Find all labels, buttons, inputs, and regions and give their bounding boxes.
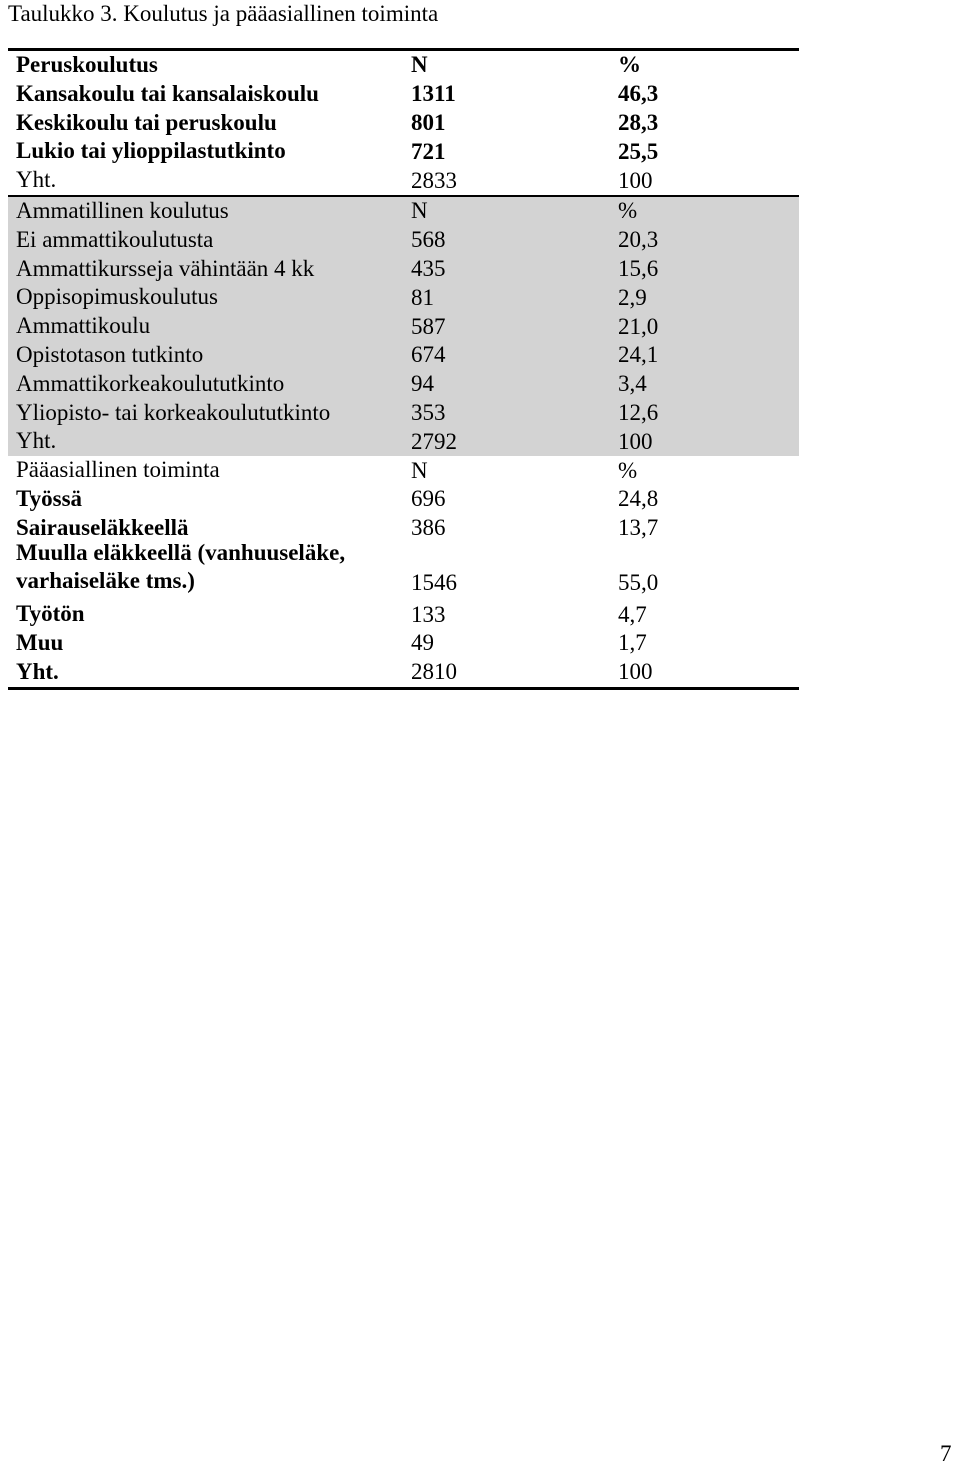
header-pct: % bbox=[618, 457, 638, 483]
section-peruskoulutus bbox=[8, 51, 799, 195]
total-n: 2810 bbox=[411, 659, 457, 685]
row-pct: 25,5 bbox=[618, 138, 659, 164]
row-n: 435 bbox=[411, 255, 446, 281]
table-row bbox=[8, 485, 799, 514]
row-n: 353 bbox=[411, 399, 446, 425]
total-label: Yht. bbox=[16, 658, 59, 684]
header-pct: % bbox=[618, 52, 641, 78]
table-row bbox=[8, 312, 799, 341]
row-label: Yliopisto- tai korkeakoulututkinto bbox=[16, 399, 331, 425]
total-row bbox=[8, 427, 799, 456]
row-n: 133 bbox=[411, 601, 446, 627]
row-pct: 1,7 bbox=[618, 630, 647, 656]
table-row bbox=[8, 399, 799, 428]
row-label: Työssä bbox=[16, 485, 83, 511]
row-pct: 4,7 bbox=[618, 601, 647, 627]
table-row bbox=[8, 137, 799, 166]
row-label: Lukio tai ylioppilastutkinto bbox=[16, 138, 286, 164]
row-label: Ammattikursseja vähintään 4 kk bbox=[16, 255, 315, 281]
row-n: 81 bbox=[411, 284, 434, 310]
row-n: 386 bbox=[411, 515, 446, 541]
row-label: Muu bbox=[16, 629, 64, 655]
row-pct: 15,6 bbox=[618, 255, 659, 281]
total-pct: 100 bbox=[618, 428, 653, 454]
row-n: 1311 bbox=[411, 81, 456, 107]
row-label: Keskikoulu tai peruskoulu bbox=[16, 109, 277, 135]
row-label: Ei ammattikoulutusta bbox=[16, 226, 214, 252]
table-row bbox=[8, 283, 799, 312]
header-n: N bbox=[411, 52, 428, 78]
page-number: 7 bbox=[940, 1441, 952, 1466]
row-n: 49 bbox=[411, 630, 434, 656]
row-pct: 46,3 bbox=[618, 81, 659, 107]
table-row bbox=[8, 629, 799, 658]
section-header-row bbox=[8, 51, 799, 80]
row-n: 801 bbox=[411, 109, 446, 135]
row-label: Opistotason tutkinto bbox=[16, 341, 204, 367]
table-row bbox=[8, 255, 799, 284]
row-pct: 2,9 bbox=[618, 284, 647, 310]
row-pct: 55,0 bbox=[618, 570, 659, 596]
row-n: 568 bbox=[411, 227, 446, 253]
header-n: N bbox=[411, 198, 428, 224]
section-header-row bbox=[8, 456, 799, 485]
section-toiminta bbox=[8, 456, 799, 689]
table-row bbox=[8, 226, 799, 255]
table-row bbox=[8, 341, 799, 370]
total-n: 2792 bbox=[411, 428, 457, 454]
header-pct: % bbox=[618, 198, 638, 224]
header-label: Peruskoulutus bbox=[16, 52, 158, 77]
row-label bbox=[8, 539, 403, 597]
row-label: Työtön bbox=[16, 601, 85, 627]
section-header-row bbox=[8, 197, 799, 226]
total-row bbox=[8, 658, 799, 687]
row-n: 1546 bbox=[411, 570, 457, 596]
row-pct: 24,8 bbox=[618, 486, 659, 512]
row-pct: 3,4 bbox=[618, 371, 647, 397]
row-n: 587 bbox=[411, 313, 446, 339]
row-pct: 20,3 bbox=[618, 227, 659, 253]
row-n: 94 bbox=[411, 371, 434, 397]
row-label: Ammattikorkeakoulututkinto bbox=[16, 370, 285, 396]
total-label: Yht. bbox=[16, 167, 57, 193]
total-pct: 100 bbox=[618, 167, 653, 193]
header-label: Ammatillinen koulutus bbox=[16, 197, 229, 223]
section-ammatillinen bbox=[8, 195, 799, 456]
row-pct: 28,3 bbox=[618, 109, 659, 135]
table-row bbox=[8, 539, 799, 601]
row-pct: 12,6 bbox=[618, 399, 659, 425]
table-row bbox=[8, 80, 799, 109]
row-label: Kansakoulu tai kansalaiskoulu bbox=[16, 80, 319, 106]
row-label: Sairauseläkkeellä bbox=[16, 514, 189, 540]
row-n: 696 bbox=[411, 486, 446, 512]
row-label-line-2: varhaiseläke tms.) bbox=[16, 568, 195, 594]
row-label: Oppisopimuskoulutus bbox=[16, 284, 218, 310]
table-row bbox=[8, 109, 799, 138]
total-label: Yht. bbox=[16, 428, 57, 454]
education-activity-table bbox=[8, 48, 799, 690]
header-label: Pääasiallinen toiminta bbox=[16, 457, 220, 483]
header-n: N bbox=[411, 457, 428, 483]
total-n: 2833 bbox=[411, 167, 457, 193]
row-label: Ammattikoulu bbox=[16, 313, 151, 339]
total-pct: 100 bbox=[618, 659, 653, 685]
table-caption: Taulukko 3. Koulutus ja pääasiallinen toiminta bbox=[8, 1, 439, 26]
row-n: 721 bbox=[411, 138, 446, 164]
row-pct: 21,0 bbox=[618, 313, 659, 339]
row-pct: 24,1 bbox=[618, 342, 659, 368]
total-row bbox=[8, 166, 799, 195]
table-row bbox=[8, 600, 799, 629]
table-row bbox=[8, 370, 799, 399]
row-pct: 13,7 bbox=[618, 515, 659, 541]
row-label-line-1: Muulla eläkkeellä (vanhuuseläke, bbox=[16, 539, 346, 565]
row-n: 674 bbox=[411, 342, 446, 368]
